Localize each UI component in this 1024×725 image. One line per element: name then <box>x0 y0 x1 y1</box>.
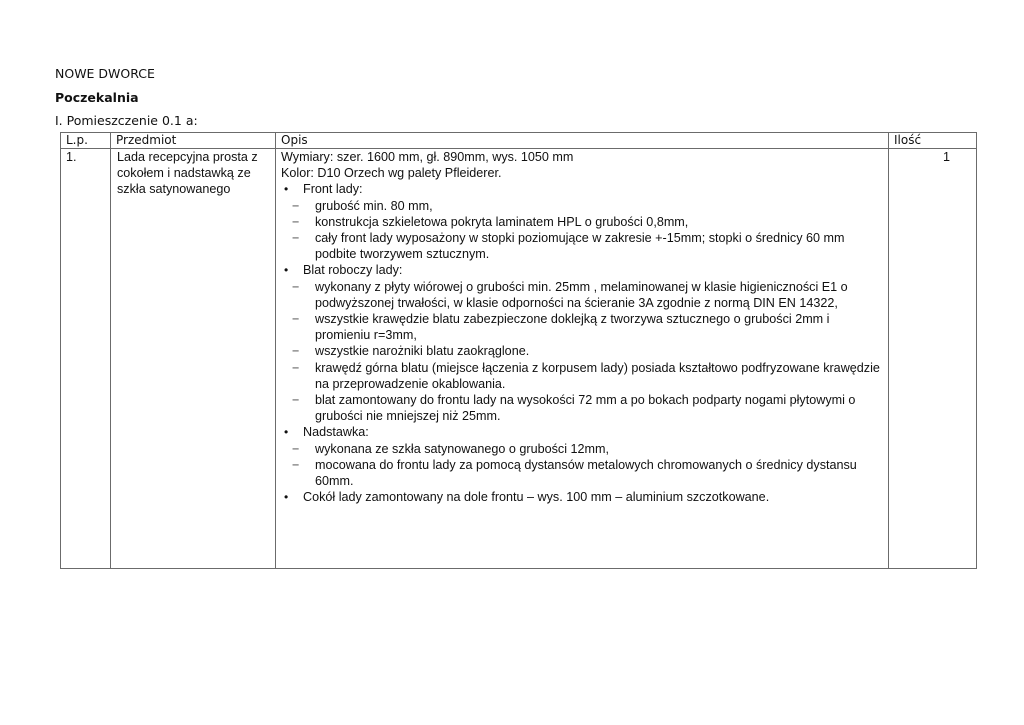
document-section-title: I. Pomieszczenie 0.1 a: <box>55 113 198 128</box>
spec-dash-text: mocowana do frontu lady za pomocą dystansów metalowych chromowanych o średnicy dystansu 60mm. <box>315 457 857 489</box>
dash-icon: − <box>292 198 300 213</box>
spec-dash-list <box>292 198 883 263</box>
spec-bullet-list <box>281 181 883 505</box>
spec-dash-text: krawędź górna blatu (miejsce łączenia z korpusem lady) posiada kształtowo podfryzowane krawędzie na przeprowadzenie okablowania. <box>315 360 880 391</box>
dash-icon: − <box>292 214 300 229</box>
spec-dash-item <box>281 198 883 214</box>
spec-dash-text: blat zamontowany do frontu lady na wysokości 72 mm a po bokach podparty nogami płytowymi o grubości nie mniejszej niż 25mm. <box>315 393 856 424</box>
spec-dash-item <box>281 392 883 424</box>
dash-icon: − <box>292 393 300 408</box>
document-company: NOWE DWORCE <box>55 66 155 81</box>
spec-dash-item <box>281 441 883 457</box>
column-header-przedmiot: Przedmiot <box>111 133 276 149</box>
document-room-title: Poczekalnia <box>55 90 139 105</box>
spec-group-title: Cokół lady zamontowany na dole frontu – wys. 100 mm – aluminium szczotkowane. <box>303 490 770 505</box>
column-header-opis: Opis <box>276 133 889 149</box>
dash-icon: − <box>292 279 300 294</box>
spec-dash-text: wszystkie narożniki blatu zaokrąglone. <box>315 344 530 359</box>
specification-table <box>60 132 977 569</box>
description-line: Wymiary: szer. 1600 mm, gł. 890mm, wys. 1050 mm <box>281 150 574 164</box>
spec-group-title: Front lady: <box>303 182 363 197</box>
spec-group-title: Blat roboczy lady: <box>303 263 403 278</box>
dash-icon: − <box>292 344 300 359</box>
spec-bullet-item <box>281 181 883 262</box>
cell-opis <box>276 149 889 569</box>
description-line: Kolor: D10 Orzech wg palety Pfleiderer. <box>281 166 502 181</box>
bullet-icon: • <box>284 263 289 278</box>
spec-dash-text: konstrukcja szkieletowa pokryta laminatem HPL o grubości 0,8mm, <box>315 214 689 229</box>
spec-dash-item <box>281 343 883 359</box>
bullet-icon: • <box>284 490 289 505</box>
spec-group-title: Nadstawka: <box>303 425 369 440</box>
spec-dash-item <box>281 360 883 392</box>
dash-icon: − <box>292 360 300 375</box>
spec-dash-item <box>281 311 883 343</box>
spec-bullet-item <box>281 262 883 424</box>
cell-przedmiot: Lada recepcyjna prosta z cokołem i nadstawką ze szkła satynowanego <box>111 149 276 569</box>
column-header-ilosc: Ilość <box>889 133 977 149</box>
spec-dash-text: wykonana ze szkła satynowanego o grubości 12mm, <box>315 441 610 456</box>
bullet-icon: • <box>284 425 289 440</box>
table-row <box>61 149 977 569</box>
spec-dash-item <box>281 457 883 489</box>
spec-dash-text: wszystkie krawędzie blatu zabezpieczone doklejką z tworzywa sztucznego o grubości 2mm i promieniu r=3mm, <box>315 312 830 343</box>
spec-bullet-item <box>281 489 883 505</box>
dash-icon: − <box>292 441 300 456</box>
column-header-lp: L.p. <box>61 133 111 149</box>
dash-icon: − <box>292 312 300 327</box>
spec-dash-item <box>281 214 883 230</box>
spec-dash-item <box>281 279 883 311</box>
table-header-row <box>61 133 977 149</box>
dash-icon: − <box>292 231 300 246</box>
spec-bullet-item <box>281 424 883 489</box>
bullet-icon: • <box>284 182 289 197</box>
spec-dash-list <box>292 279 883 425</box>
description-content <box>281 149 883 505</box>
cell-ilosc: 1 <box>889 149 977 569</box>
cell-lp: 1. <box>61 149 111 569</box>
dash-icon: − <box>292 457 300 472</box>
spec-dash-text: grubość min. 80 mm, <box>315 198 433 213</box>
spec-dash-text: wykonany z płyty wiórowej o grubości min. 25mm , melaminowanej w klasie higieniczności E1 o podwyższonej trwałości, w klasie odporności na ścieranie 3A zgodnie z normą DIN EN 14322, <box>315 279 848 310</box>
spec-dash-text: cały front lady wyposażony w stopki poziomujące w zakresie +-15mm; stopki o średnicy 60 mm podbite tworzywem sztucznym. <box>315 231 845 262</box>
spec-dash-list <box>292 441 883 490</box>
spec-dash-item <box>281 230 883 262</box>
